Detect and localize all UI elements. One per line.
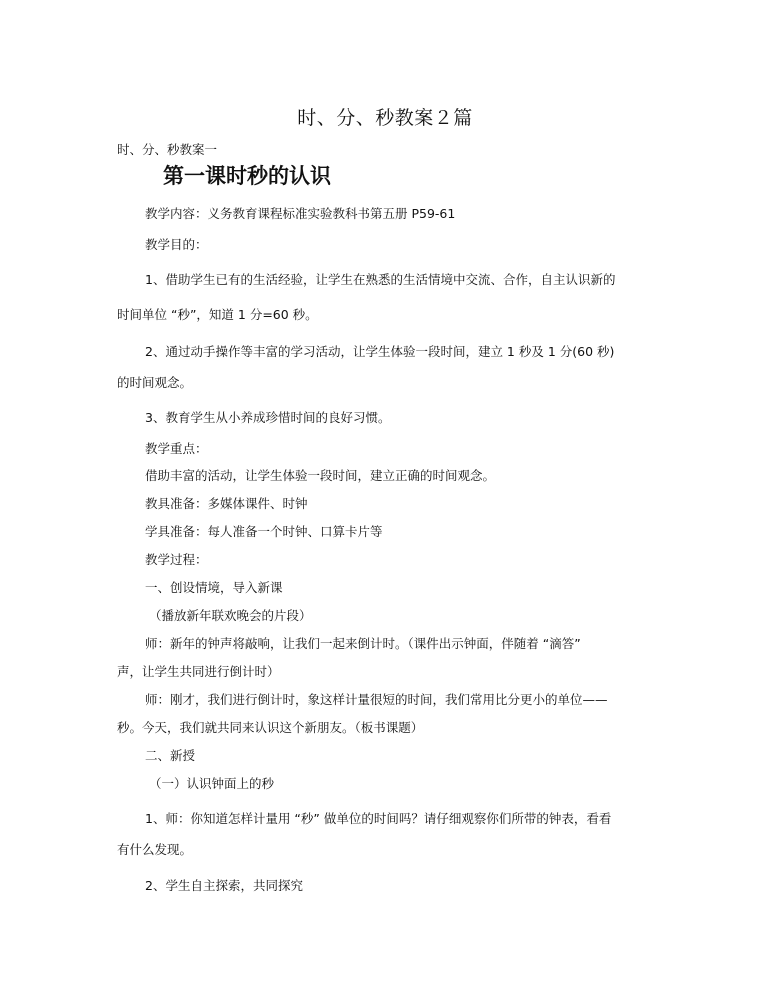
paragraph-line: 2、学生自主探索，共同探究 [145, 878, 303, 893]
paragraph-line: （播放新年联欢晚会的片段） [149, 608, 312, 623]
document-title: 时、分、秒教案２篇 [297, 107, 473, 129]
paragraph-line: 秒。今天，我们就共同来认识这个新朋友。（板书课题） [117, 720, 424, 735]
paragraph-line: 1、借助学生已有的生活经验，让学生在熟悉的生活情境中交流、合作，自主认识新的 [145, 272, 616, 287]
paragraph-line: 有什么发现。 [117, 842, 193, 857]
paragraph-line: （一）认识钟面上的秒 [149, 776, 275, 791]
paragraph-line: 师：新年的钟声将敲响，让我们一起来倒计时。（课件出示钟面，伴随着 “滴答” [145, 636, 581, 651]
lesson-heading: 第一课时秒的认识 [163, 164, 331, 188]
paragraph-line: 一、创设情境，导入新课 [145, 580, 283, 595]
paragraph-line: 师：刚才，我们进行倒计时，象这样计量很短的时间，我们常用比分更小的单位—— [145, 692, 608, 707]
paragraph-line: 二、新授 [145, 748, 196, 763]
paragraph-line: 2、通过动手操作等丰富的学习活动，让学生体验一段时间，建立 1 秒及 1 分(60 秒) [145, 344, 615, 359]
paragraph-line: 教学重点： [145, 441, 208, 456]
paragraph-line: 教学过程： [145, 552, 208, 567]
paragraph-line: 的时间观念。 [117, 375, 193, 390]
paragraph-line: 教学内容：义务教育课程标准实验教科书第五册 P59-61 [145, 206, 456, 221]
paragraph-line: 声，让学生共同进行倒计时） [117, 664, 280, 679]
paragraph-line: 教具准备：多媒体课件、时钟 [145, 496, 308, 511]
paragraph-line: 借助丰富的活动，让学生体验一段时间，建立正确的时间观念。 [145, 468, 496, 483]
paragraph-line: 时间单位 “秒”，知道 1 分=60 秒。 [117, 307, 318, 322]
paragraph-line: 3、教育学生从小养成珍惜时间的良好习惯。 [145, 410, 391, 425]
document-subtitle: 时、分、秒教案一 [117, 142, 218, 157]
paragraph-line: 学具准备：每人准备一个时钟、口算卡片等 [145, 524, 383, 539]
paragraph-line: 教学目的： [145, 237, 208, 252]
paragraph-line: 1、师：你知道怎样计量用 “秒” 做单位的时间吗？请仔细观察你们所带的钟表，看看 [145, 811, 612, 826]
